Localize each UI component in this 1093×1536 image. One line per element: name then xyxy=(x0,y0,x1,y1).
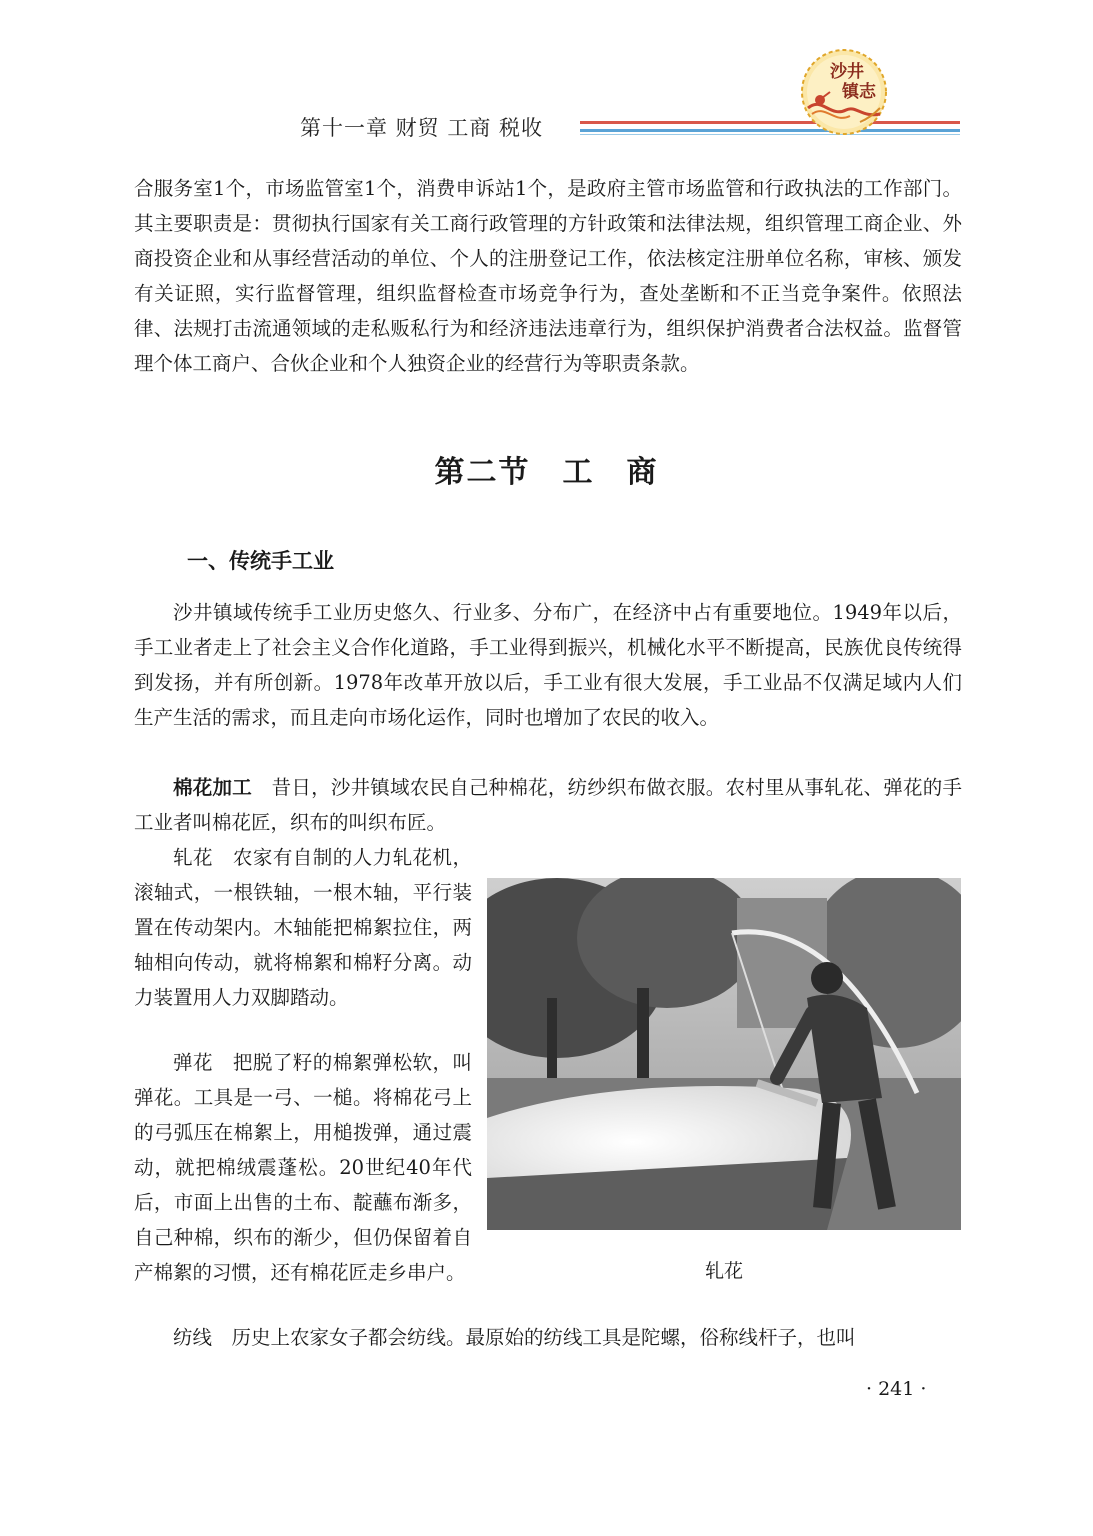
town-gazetteer-seal-logo xyxy=(800,48,888,136)
intro-paragraph: 合服务室1个，市场监管室1个，消费申诉站1个，是政府主管市场监管和行政执法的工作部门。其主要职责是：贯彻执行国家有关工商行政管理的方针政策和法律法规，组织管理工商企业、外商投资企业和从事经营活动的单位、个人的注册登记工作，依法核定注册单位名称，审核、颁发有关证照，实行监督管理，组织监督检查市场竞争行为，查处垄断和不正当竞争案件。依照法律、法规打击流通领域的走私贩私行为和经济违法违章行为，组织保护消费者合法权益。监督管理个体工商户、合伙企业和个人独资企业的经营行为等职责条款。 xyxy=(134,177,962,375)
paragraph-spinning: 纺线 历史上农家女子都会纺线。最原始的纺线工具是陀螺，俗称线杆子，也叫 xyxy=(173,1326,856,1349)
seal-text-1: 沙井 xyxy=(830,62,864,82)
photo-caption: 轧花 xyxy=(704,1260,743,1282)
paragraph-handicraft-overview: 沙井镇域传统手工业历史悠久、行业多、分布广，在经济中占有重要地位。1949年以后，手工业者走上了社会主义合作化道路，手工业得到振兴，机械化水平不断提高，民族优良传统得到发扬，并有所创新。1978年改革开放以后，手工业有很大发展，手工业品不仅满足域内人们生产生活的需求，而且走向市场化运作，同时也增加了农民的收入。 xyxy=(134,601,962,729)
header-rule-red xyxy=(580,121,960,124)
section-title: 第二节 工 商 xyxy=(434,455,659,490)
paragraph-ginning: 轧花 农家有自制的人力轧花机，滚轴式，一根铁轴，一根木轴，平行装置在传动架内。木轴能把棉絮拉住，两轴相向传动，就将棉絮和棉籽分离。动力装置用人力双脚踏动。 xyxy=(134,846,472,1009)
cotton-ginning-photo xyxy=(487,878,961,1230)
header-rule-blue-thin xyxy=(580,134,960,135)
paragraph-cotton-processing xyxy=(134,770,962,840)
seal-text-2: 镇志 xyxy=(842,82,876,102)
header-rule-blue xyxy=(580,129,960,132)
subsection-title: 一、传统手工业 xyxy=(187,549,334,573)
chapter-title: 第十一章 财贸 工商 税收 xyxy=(300,116,544,140)
page-number: · 241 · xyxy=(866,1378,927,1400)
cotton-heading: 棉花加工 xyxy=(173,776,252,799)
cotton-text: 昔日，沙井镇域农民自己种棉花，纺纱织布做衣服。农村里从事轧花、弹花的手工业者叫棉花匠，织布的叫织布匠。 xyxy=(134,776,962,834)
paragraph-fluffing: 弹花 把脱了籽的棉絮弹松软，叫弹花。工具是一弓、一槌。将棉花弓上的弓弧压在棉絮上，用槌拨弹，通过震动，就把棉绒震蓬松。20世纪40年代后，市面上出售的土布、靛蘸布渐多，自己种棉，织布的渐少，但仍保留着自产棉絮的习惯，还有棉花匠走乡串户。 xyxy=(134,1051,472,1284)
